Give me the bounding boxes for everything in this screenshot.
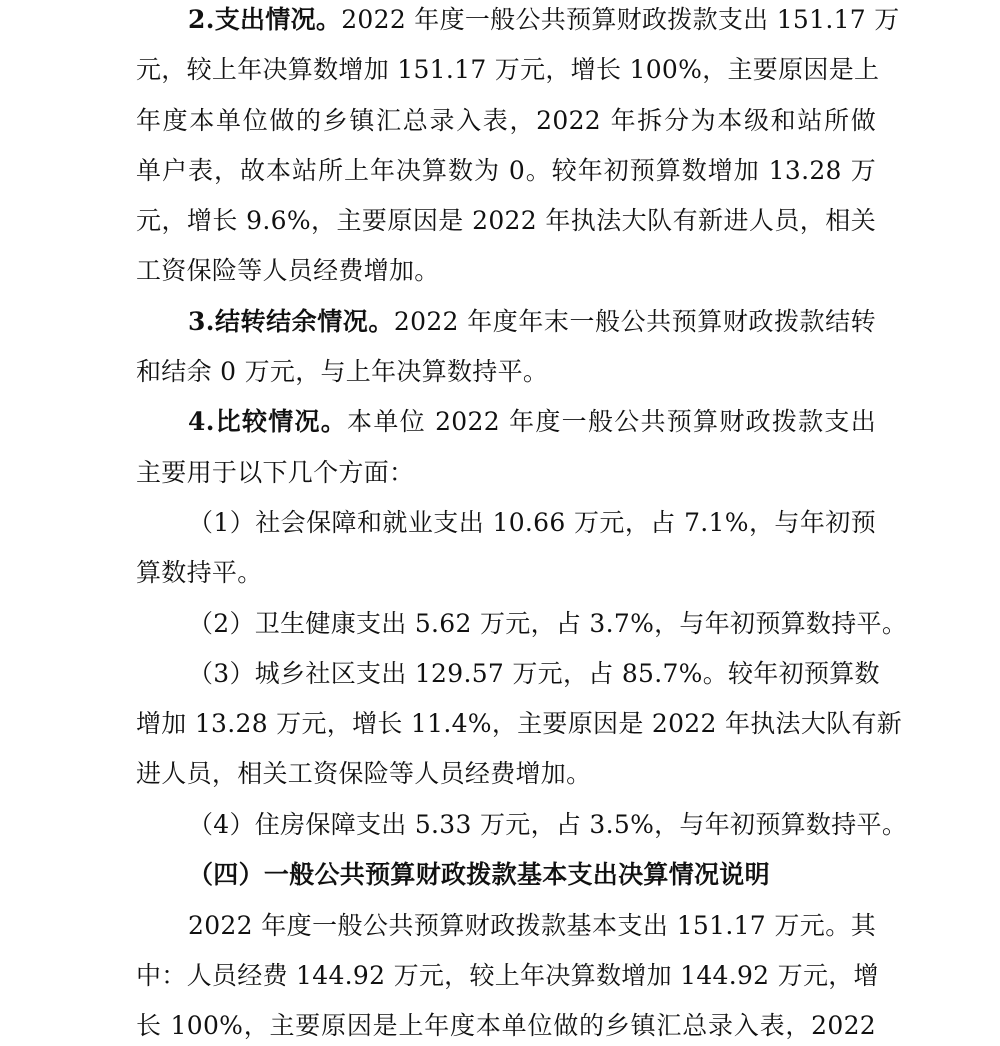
comparison-heading: 4.比较情况。 <box>188 407 348 436</box>
list-item-social-security: （1）社会保障和就业支出 10.66 万元，占 7.1%，与年初预 <box>188 508 876 537</box>
list-item-health: （2）卫生健康支出 5.62 万元，占 3.7%，与年初预算数持平。 <box>188 609 908 638</box>
text-line: 2022 年度一般公共预算财政拨款支出 151.17 万 <box>341 5 900 34</box>
text-line: 元，较上年决算数增加 151.17 万元，增长 100%，主要原因是上 <box>136 55 880 84</box>
text-line: 2022 年度一般公共预算财政拨款基本支出 151.17 万元。其 <box>188 911 876 940</box>
paragraph-expenditure-heading-line <box>188 0 900 40</box>
text-line: 算数持平。 <box>136 558 263 587</box>
list-item-housing: （4）住房保障支出 5.33 万元，占 3.5%，与年初预算数持平。 <box>188 810 908 839</box>
text-line: 长 100%，主要原因是上年度本单位做的乡镇汇总录入表，2022 <box>136 1011 876 1040</box>
text-line: 和结余 0 万元，与上年决算数持平。 <box>136 357 549 386</box>
expenditure-heading: 2.支出情况。 <box>188 5 342 34</box>
paragraph-comparison-heading-line <box>188 402 876 442</box>
text-line: 单户表，故本站所上年决算数为 0。较年初预算数增加 13.28 万 <box>136 156 876 185</box>
carryover-heading: 3.结转结余情况。 <box>188 307 394 336</box>
list-item-urban-rural: （3）城乡社区支出 129.57 万元，占 85.7%。较年初预算数 <box>188 659 880 688</box>
text-line: 增加 13.28 万元，增长 11.4%，主要原因是 2022 年执法大队有新 <box>136 709 903 738</box>
paragraph-carryover-heading-line <box>188 302 876 342</box>
text-line: 元，增长 9.6%，主要原因是 2022 年执法大队有新进人员，相关 <box>136 206 876 235</box>
text-line: 年度本单位做的乡镇汇总录入表，2022 年拆分为本级和站所做 <box>136 106 876 135</box>
text-line: 工资保险等人员经费增加。 <box>136 256 440 285</box>
text-line: 进人员，相关工资保险等人员经费增加。 <box>136 759 592 788</box>
section-heading-basic-expenditure <box>188 855 876 895</box>
text-line: 主要用于以下几个方面： <box>136 458 415 487</box>
text-line: 中：人员经费 144.92 万元，较上年决算数增加 144.92 万元，增 <box>136 961 879 990</box>
text-line: 本单位 2022 年度一般公共预算财政拨款支出 <box>347 407 876 436</box>
text-line: 2022 年度年末一般公共预算财政拨款结转 <box>393 307 876 336</box>
section-heading: （四）一般公共预算财政拨款基本支出决算情况说明 <box>188 860 770 889</box>
